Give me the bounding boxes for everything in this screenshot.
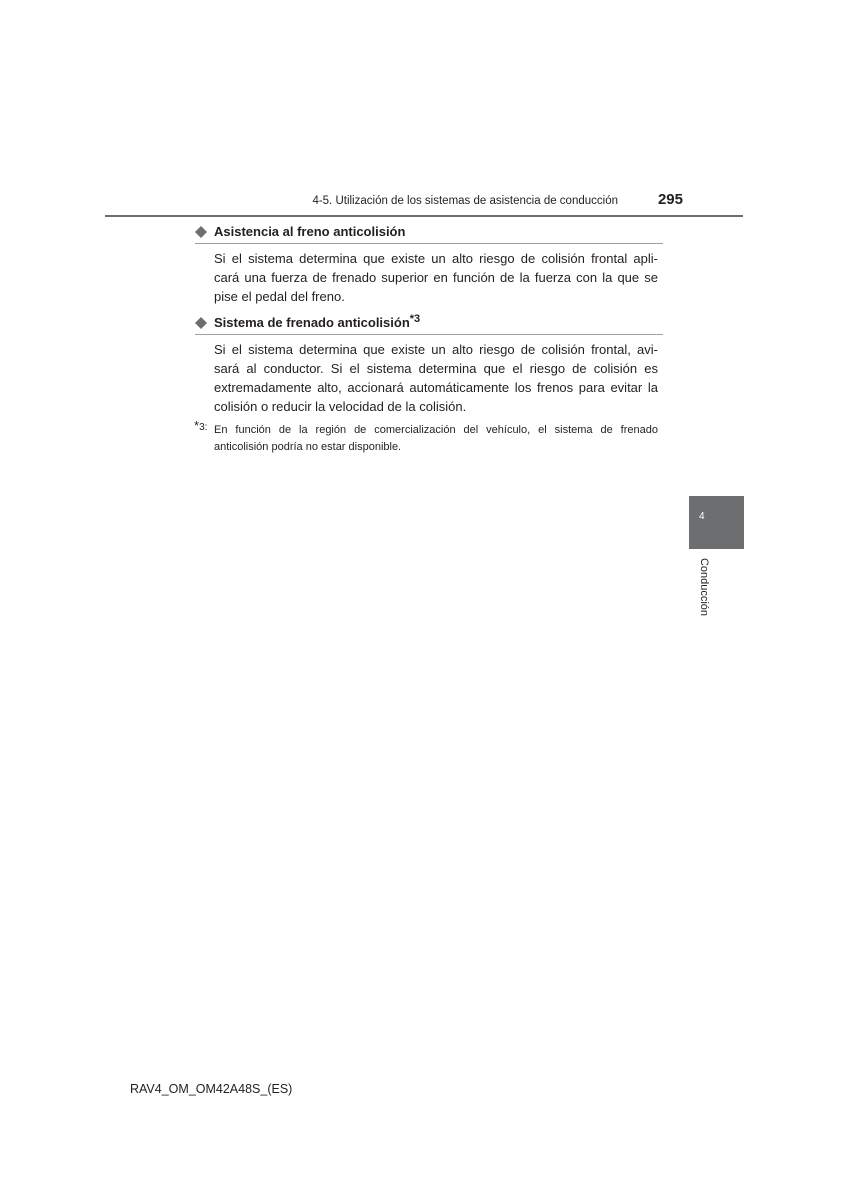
chapter-label: Conducción — [698, 557, 710, 617]
footnote-separator: : — [204, 422, 208, 433]
section-heading-label: Asistencia al freno anticolisión — [214, 224, 406, 239]
section-body-brake-assist — [214, 249, 658, 306]
footnote-text — [214, 422, 658, 456]
body-line: Si el sistema determina que existe un alto riesgo de colisión frontal apli- — [214, 251, 658, 266]
section-rule — [195, 334, 663, 335]
footnote-line: anticolisión podría no estar disponible. — [214, 441, 402, 453]
chapter-tab — [689, 496, 744, 549]
footnote-reference: *3 — [409, 313, 421, 325]
section-body-pre-collision-braking — [214, 340, 658, 416]
body-line: pise el pedal del freno. — [214, 289, 345, 304]
footnote-marker — [194, 418, 207, 436]
footnote-number: 3 — [199, 422, 205, 433]
header-rule — [105, 215, 743, 217]
body-line: colisión o reducir la velocidad de la colisión. — [214, 399, 467, 414]
section-rule — [195, 243, 663, 244]
page-number: 295 — [657, 191, 683, 208]
body-line: sará al conductor. Si el sistema determina que el riesgo de colisión es — [214, 361, 658, 376]
body-line: cará una fuerza de frenado superior en función de la fuerza con la que se — [214, 270, 658, 285]
document-code: RAV4_OM_OM42A48S_(ES) — [130, 1082, 293, 1096]
footnote-line: En función de la región de comercialización del vehículo, el sistema de frenado — [214, 424, 658, 436]
diamond-bullet-icon — [195, 226, 207, 238]
section-heading-brake-assist — [195, 223, 663, 241]
page-header-title: 4-5. Utilización de los sistemas de asistencia de conducción — [312, 195, 618, 207]
body-line: extremadamente alto, accionará automáticamente los frenos para evitar la — [214, 380, 658, 395]
section-heading-pre-collision-braking — [195, 314, 663, 332]
section-heading-label: Sistema de frenado anticolisión$^{*3}$ — [214, 313, 421, 330]
footnote-star: * — [194, 418, 200, 433]
chapter-number: 4 — [699, 511, 705, 522]
body-line: Si el sistema determina que existe un alto riesgo de colisión frontal, avi- — [214, 342, 658, 357]
diamond-bullet-icon — [195, 317, 207, 329]
